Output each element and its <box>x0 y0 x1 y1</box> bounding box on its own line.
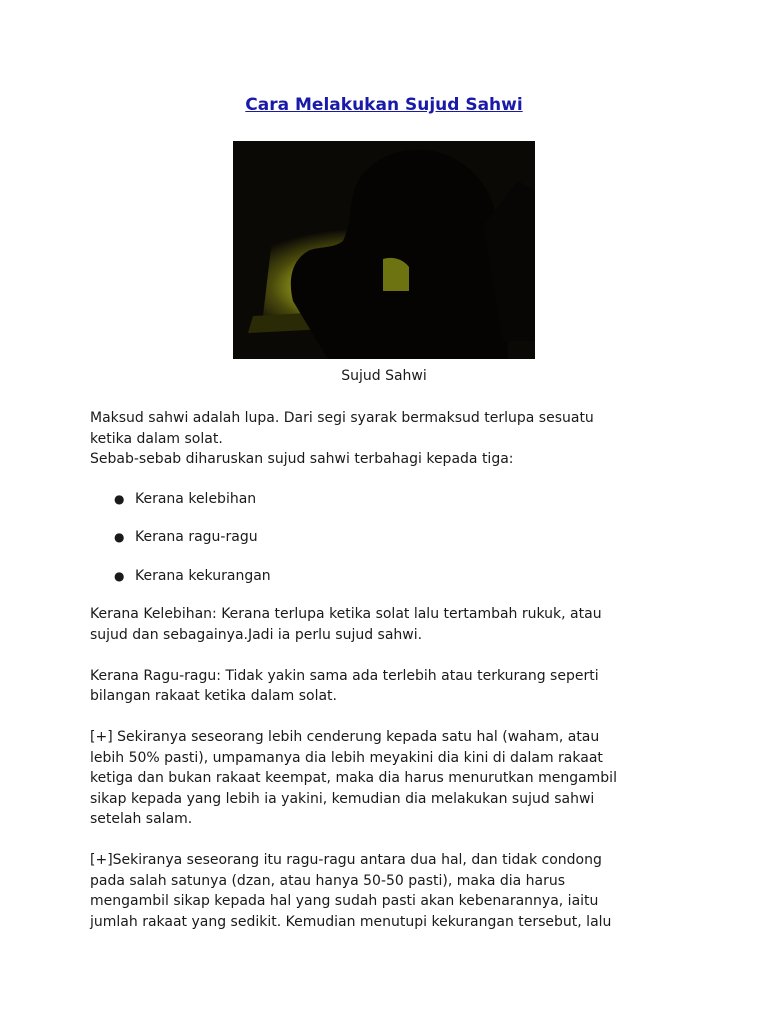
document-title[interactable]: Cara Melakukan Sujud Sahwi <box>245 95 523 115</box>
paragraph-line: lebih 50% pasti), umpamanya dia lebih meyakini dia kini di dalam rakaat <box>90 749 603 766</box>
list-item-label: Kerana ragu-ragu <box>135 529 258 545</box>
bullet-icon: ● <box>114 568 125 583</box>
image-caption: Sujud Sahwi <box>341 368 427 384</box>
paragraph-line: ketiga dan bukan rakaat keempat, maka dia harus menurutkan mengambil <box>90 770 617 786</box>
paragraph-line: sujud dan sebagainya.Jadi ia perlu sujud sahwi. <box>90 626 423 643</box>
paragraph-line: Kerana Kelebihan: Kerana terlupa ketika solat lalu tertambah rukuk, atau <box>90 606 602 622</box>
reasons-list <box>90 489 690 605</box>
list-item <box>90 566 690 605</box>
paragraph-line: [+]Sekiranya seseorang itu ragu-ragu antara dua hal, dan tidak condong <box>90 852 602 868</box>
document-body <box>90 408 690 932</box>
paragraph-line: mengambil sikap kepada hal yang sudah pasti akan kebenarannya, iaitu <box>90 893 599 909</box>
sujud-photo <box>233 141 535 359</box>
paragraph-line: Kerana Ragu-ragu: Tidak yakin sama ada terlebih atau terkurang seperti <box>90 667 599 684</box>
intro-line: Sebab-sebab diharuskan sujud sahwi terbahagi kepada tiga: <box>90 451 514 467</box>
list-item <box>90 527 690 566</box>
paragraph-line: [+] Sekiranya seseorang lebih cenderung kepada satu hal (waham, atau <box>90 729 600 745</box>
sujud-silhouette-image <box>233 141 535 359</box>
intro-line: ketika dalam solat. <box>90 430 223 447</box>
paragraph-line: setelah salam. <box>90 811 193 827</box>
paragraph-line: sikap kepada yang lebih ia yakini, kemudian dia melakukan sujud sahwi <box>90 790 595 807</box>
list-item <box>90 489 690 528</box>
paragraph-line: jumlah rakaat yang sedikit. Kemudian menutupi kekurangan tersebut, lalu <box>90 913 612 930</box>
intro-line: Maksud sahwi adalah lupa. Dari segi syarak bermaksud terlupa sesuatu <box>90 410 594 426</box>
bullet-icon: ● <box>114 491 125 506</box>
list-item-label: Kerana kekurangan <box>135 567 271 584</box>
paragraph-line: bilangan rakaat ketika dalam solat. <box>90 688 337 704</box>
paragraph-line: pada salah satunya (dzan, atau hanya 50-50 pasti), maka dia harus <box>90 872 566 889</box>
list-item-label: Kerana kelebihan <box>135 490 257 507</box>
bullet-icon: ● <box>114 530 125 544</box>
reasons-list-wrapper <box>90 470 690 605</box>
